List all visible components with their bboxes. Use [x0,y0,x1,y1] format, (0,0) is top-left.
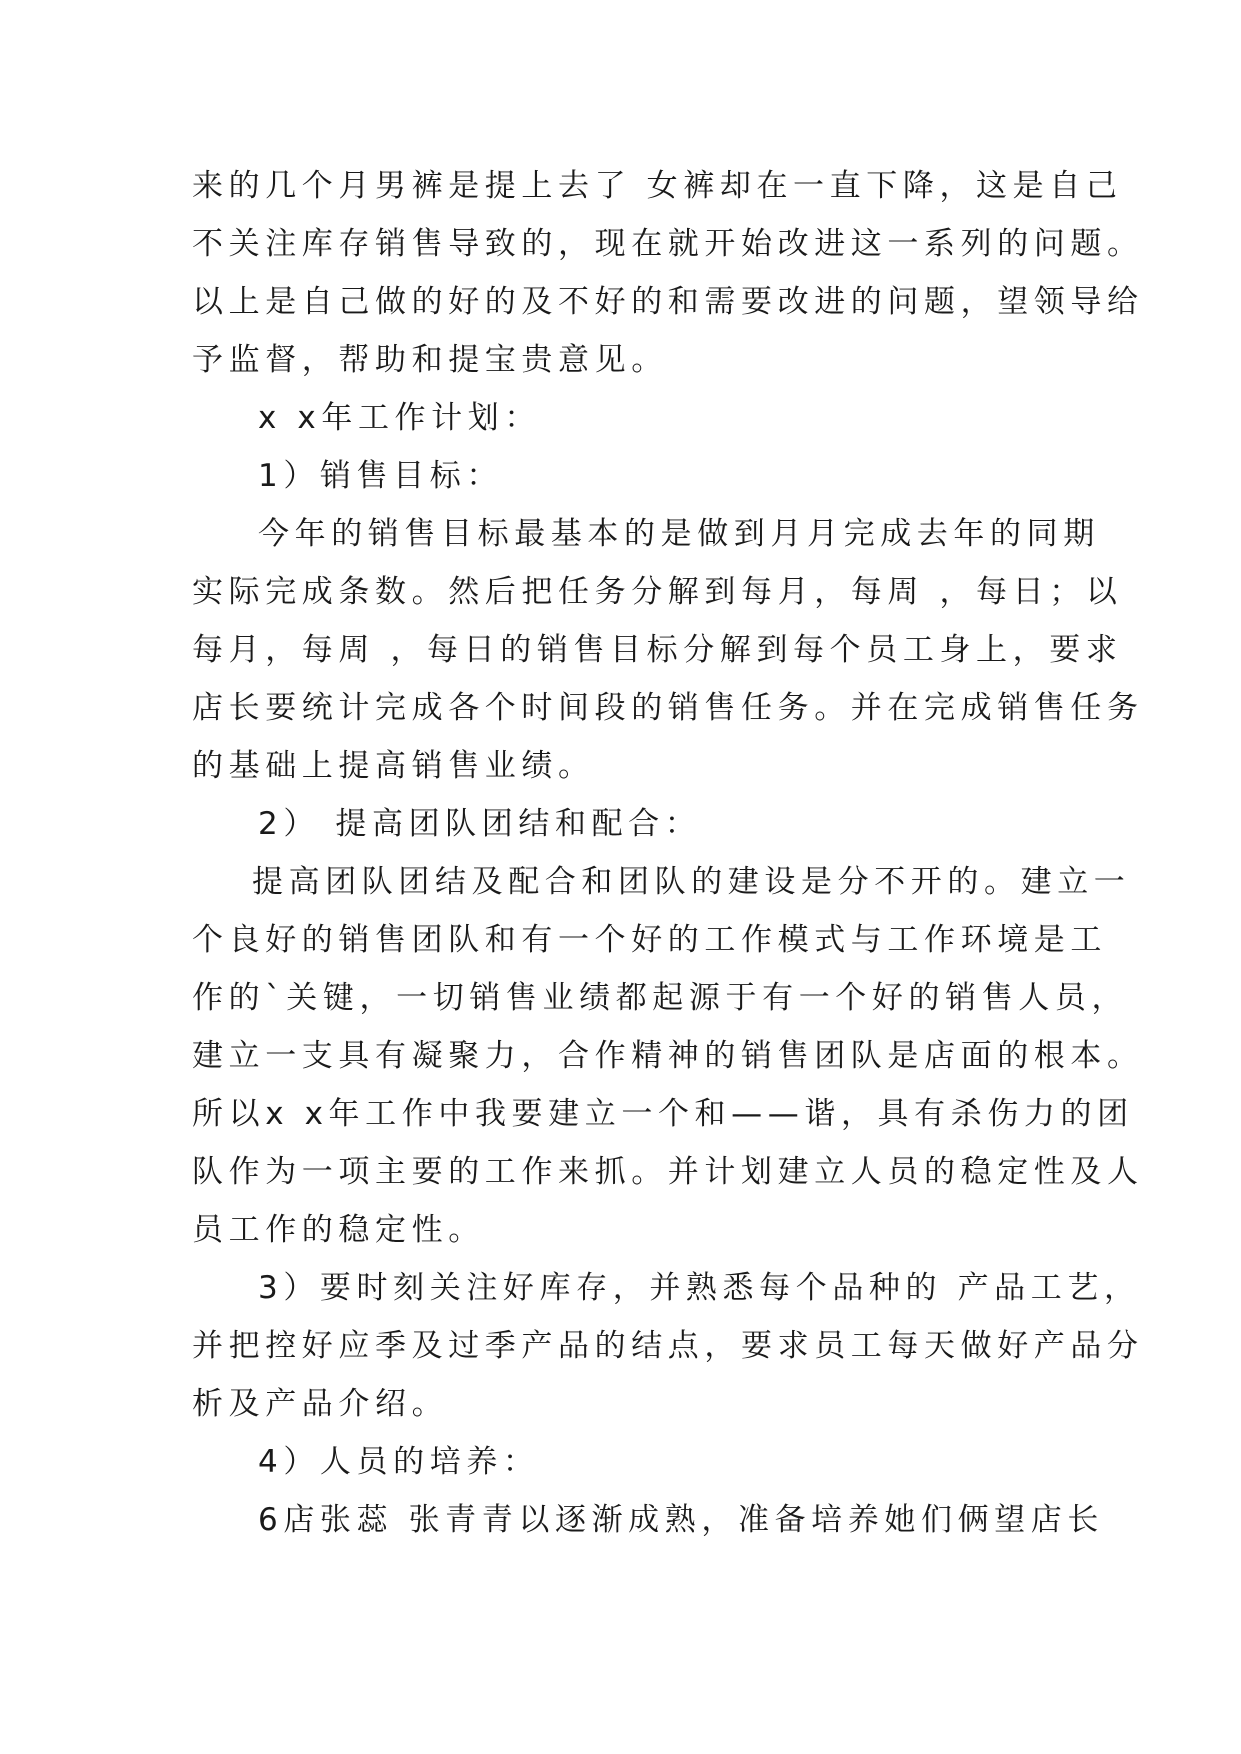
text-line: 6店张蕊 张青青以逐渐成熟，准备培养她们俩望店长 [258,1502,1104,1538]
text-line: 实际完成条数。然后把任务分解到每月，每周 ，每日；以 [192,574,1123,610]
text-line: 以上是自己做的好的及不好的和需要改进的问题，望领导给 [192,284,1144,320]
section-heading: x x年工作计划： [258,400,541,436]
text-line: 予监督，帮助和提宝贵意见。 [192,342,668,378]
text-line: 来的几个月男裤是提上去了 女裤却在一直下降，这是自己 [192,168,1123,204]
text-line: 的基础上提高销售业绩。 [192,748,595,784]
section-heading: 4）人员的培养： [258,1444,540,1480]
text-line: 所以x x年工作中我要建立一个和——谐，具有杀伤力的团 [192,1096,1134,1132]
text-line: 不关注库存销售导致的，现在就开始改进这一系列的问题。 [192,226,1144,262]
text-line: 作的`关键，一切销售业绩都起源于有一个好的销售人员， [192,980,1129,1016]
text-line: 建立一支具有凝聚力，合作精神的销售团队是店面的根本。 [192,1038,1144,1074]
text-line: 析及产品介绍。 [192,1386,449,1422]
text-line: 每月，每周 ，每日的销售目标分解到每个员工身上，要求 [192,632,1123,668]
section-heading: 1）销售目标： [258,458,503,494]
text-line: 店长要统计完成各个时间段的销售任务。并在完成销售任务 [192,690,1144,726]
section-heading: 2） 提高团队团结和配合： [258,806,702,842]
text-line: 个良好的销售团队和有一个好的工作模式与工作环境是工 [192,922,1107,958]
text-line: 3）要时刻关注好库存，并熟悉每个品种的 产品工艺， [258,1270,1141,1306]
text-line: 今年的销售目标最基本的是做到月月完成去年的同期 [258,516,1100,552]
text-line: 并把控好应季及过季产品的结点，要求员工每天做好产品分 [192,1328,1144,1364]
text-line: 队作为一项主要的工作来抓。并计划建立人员的稳定性及人 [192,1154,1144,1190]
text-line: 提高团队团结及配合和团队的建设是分不开的。建立一 [252,864,1131,900]
text-line: 员工作的稳定性。 [192,1212,485,1248]
